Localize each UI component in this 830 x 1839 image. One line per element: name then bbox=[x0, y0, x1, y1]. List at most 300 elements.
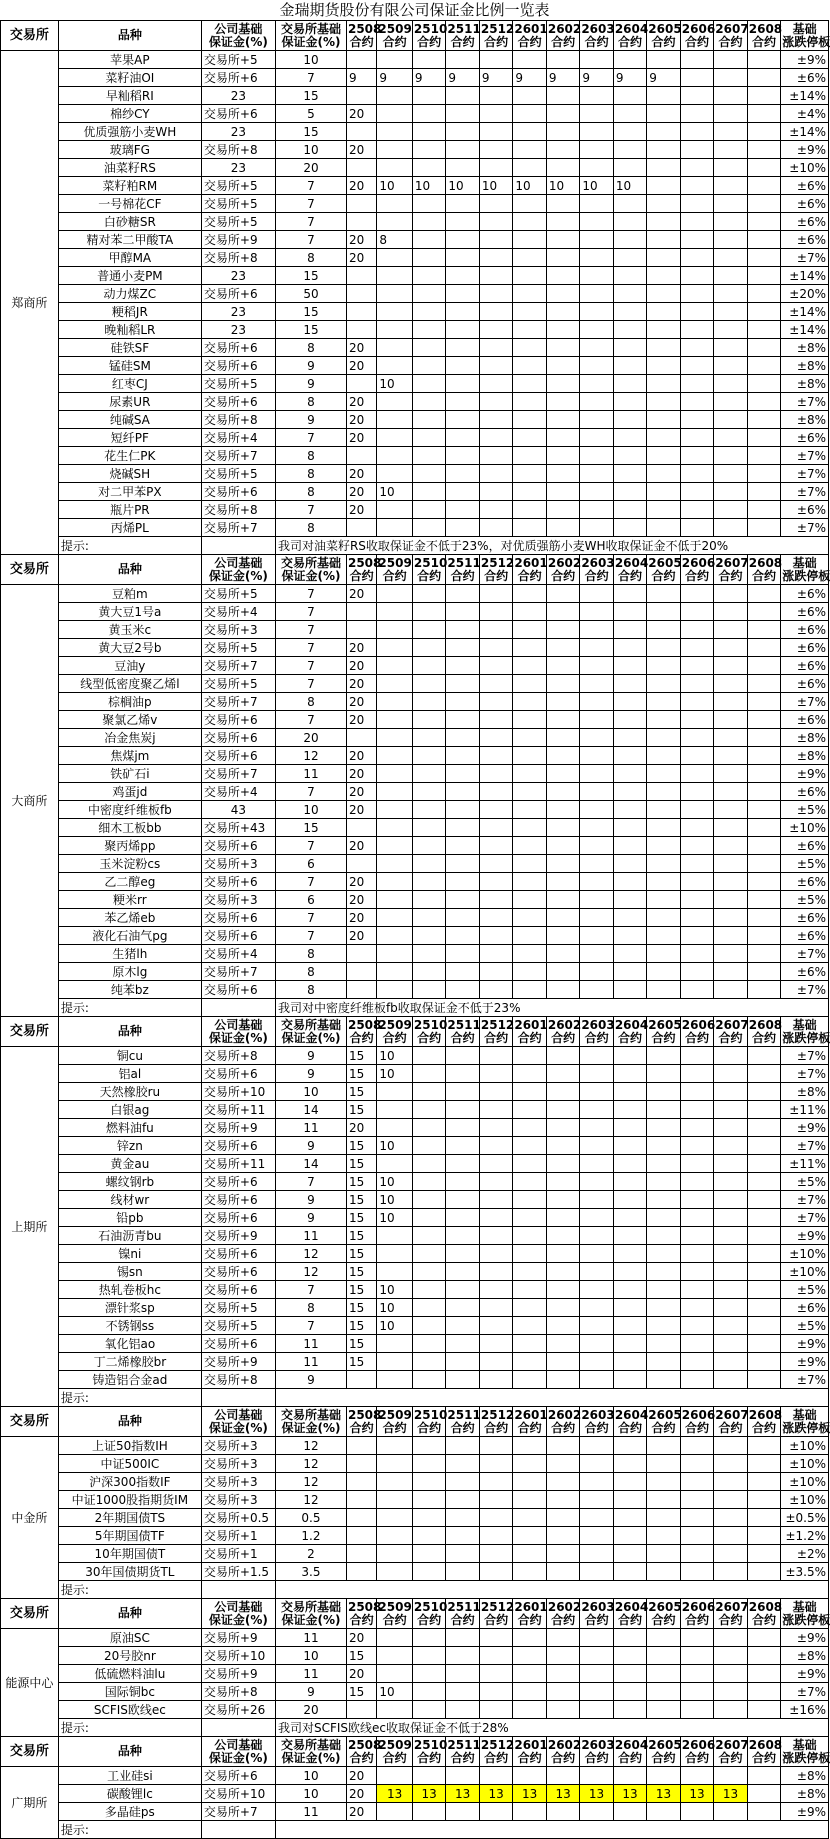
contract-margin bbox=[714, 519, 747, 537]
contract-margin bbox=[513, 321, 546, 339]
variety-name: 中证500IC bbox=[58, 1455, 201, 1473]
contract-margin bbox=[479, 105, 512, 123]
variety-name: 国际铜bc bbox=[58, 1683, 201, 1701]
contract-margin bbox=[613, 1545, 646, 1563]
contract-margin bbox=[412, 1173, 445, 1191]
contract-margin bbox=[412, 1299, 445, 1317]
header-exchange-margin: 交易所基础 保证金(%) bbox=[275, 1599, 346, 1629]
contract-margin bbox=[613, 855, 646, 873]
contract-margin bbox=[546, 1083, 579, 1101]
contract-margin bbox=[580, 375, 613, 393]
table-row bbox=[1, 1665, 829, 1683]
contract-margin bbox=[680, 87, 713, 105]
contract-margin bbox=[479, 411, 512, 429]
contract-margin bbox=[546, 1371, 579, 1389]
contract-margin bbox=[546, 51, 579, 69]
contract-margin bbox=[446, 447, 479, 465]
contract-margin bbox=[680, 1119, 713, 1137]
limit-value: ±20% bbox=[781, 285, 829, 303]
contract-margin bbox=[747, 411, 780, 429]
contract-margin bbox=[479, 585, 512, 603]
contract-margin bbox=[680, 69, 713, 87]
contract-margin bbox=[479, 1263, 512, 1281]
contract-margin bbox=[680, 603, 713, 621]
header-contract: 2601 合约 bbox=[514, 1017, 548, 1045]
contract-margin bbox=[647, 1545, 680, 1563]
contract-margin bbox=[647, 465, 680, 483]
table-row bbox=[1, 585, 829, 603]
contract-margin bbox=[412, 249, 445, 267]
contract-margin bbox=[479, 1137, 512, 1155]
contract-margin bbox=[714, 321, 747, 339]
contract-margin bbox=[446, 339, 479, 357]
company-margin: 交易所+5 bbox=[201, 213, 275, 231]
limit-value: ±7% bbox=[781, 1065, 829, 1083]
contract-margin bbox=[377, 1245, 413, 1263]
contract-margin bbox=[680, 105, 713, 123]
contract-margin bbox=[479, 231, 512, 249]
contract-margin bbox=[546, 1701, 579, 1719]
variety-name: 短纤PF bbox=[58, 429, 201, 447]
contract-margin bbox=[479, 873, 512, 891]
contract-margin bbox=[479, 783, 512, 801]
contract-margin bbox=[513, 621, 546, 639]
contract-margin bbox=[412, 393, 445, 411]
exchange-margin: 7 bbox=[275, 657, 346, 675]
table-row bbox=[1, 339, 829, 357]
exchange-margin: 15 bbox=[275, 321, 346, 339]
contract-margin bbox=[346, 981, 376, 999]
contract-margin bbox=[479, 639, 512, 657]
contract-margin bbox=[346, 1527, 376, 1545]
exchange-margin: 9 bbox=[275, 1137, 346, 1155]
company-margin: 交易所+3 bbox=[201, 1491, 275, 1509]
contract-margin bbox=[714, 1527, 747, 1545]
contract-margin bbox=[714, 1065, 747, 1083]
variety-name: 动力煤ZC bbox=[58, 285, 201, 303]
contract-margin: 20 bbox=[346, 585, 376, 603]
contract-margin bbox=[479, 1173, 512, 1191]
contract-margin bbox=[714, 1317, 747, 1335]
contract-margin bbox=[680, 375, 713, 393]
contract-margin bbox=[613, 1281, 646, 1299]
exchange-margin: 9 bbox=[275, 1209, 346, 1227]
header-contract: 2512 合约 bbox=[480, 1737, 515, 1765]
contract-margin bbox=[613, 1155, 646, 1173]
contract-margin bbox=[747, 465, 780, 483]
contract-margin bbox=[546, 963, 579, 981]
contract-margin bbox=[680, 1155, 713, 1173]
header-company-margin: 公司基础 保证金(%) bbox=[201, 1407, 275, 1437]
exchange-margin: 11 bbox=[275, 1119, 346, 1137]
contract-margin: 15 bbox=[346, 1683, 376, 1701]
header-contract: 2508 合约 bbox=[347, 1017, 382, 1045]
contract-margin bbox=[714, 1701, 747, 1719]
contract-margin bbox=[580, 267, 613, 285]
contract-margin bbox=[580, 141, 613, 159]
table-row bbox=[1, 1491, 829, 1509]
contract-margin bbox=[580, 519, 613, 537]
contract-margin bbox=[513, 1245, 546, 1263]
contract-margin bbox=[647, 1335, 680, 1353]
variety-name: 一号棉花CF bbox=[58, 195, 201, 213]
header-contract: 2604 合约 bbox=[614, 21, 649, 49]
contract-margin bbox=[680, 585, 713, 603]
header-contract: 2509 合约 bbox=[378, 21, 412, 49]
contract-margin bbox=[412, 1371, 445, 1389]
contract-margin bbox=[714, 231, 747, 249]
contract-margin bbox=[412, 657, 445, 675]
contract-margin bbox=[479, 303, 512, 321]
contract-margin bbox=[647, 639, 680, 657]
contract-margin bbox=[377, 711, 413, 729]
contract-margin bbox=[513, 1629, 546, 1647]
company-margin: 交易所+6 bbox=[201, 285, 275, 303]
variety-name: 上证50指数IH bbox=[58, 1437, 201, 1455]
contract-margin bbox=[714, 783, 747, 801]
contract-margin: 8 bbox=[377, 231, 413, 249]
margin-table bbox=[0, 20, 829, 1839]
contract-margin bbox=[446, 621, 479, 639]
exchange-margin: 12 bbox=[275, 1263, 346, 1281]
contract-margin bbox=[613, 621, 646, 639]
contract-margin bbox=[647, 1647, 680, 1665]
contract-margin bbox=[446, 837, 479, 855]
limit-value: ±8% bbox=[781, 1767, 829, 1785]
contract-margin bbox=[747, 603, 780, 621]
contract-margin bbox=[613, 303, 646, 321]
contract-margin bbox=[680, 159, 713, 177]
exchange-margin: 7 bbox=[275, 909, 346, 927]
exchange-margin: 11 bbox=[275, 1227, 346, 1245]
contract-margin bbox=[513, 141, 546, 159]
contract-margin bbox=[680, 819, 713, 837]
contract-margin bbox=[647, 1317, 680, 1335]
contract-margin bbox=[377, 1629, 413, 1647]
contract-margin bbox=[513, 1335, 546, 1353]
variety-name: 精对苯二甲酸TA bbox=[58, 231, 201, 249]
contract-margin bbox=[747, 981, 780, 999]
contract-margin bbox=[446, 1335, 479, 1353]
limit-value: ±6% bbox=[781, 69, 829, 87]
header-contract: 2605 合约 bbox=[648, 555, 682, 583]
contract-margin bbox=[747, 501, 780, 519]
contract-margin bbox=[412, 321, 445, 339]
header-contract: 2602 合约 bbox=[547, 1737, 582, 1765]
variety-name: 沪深300指数IF bbox=[58, 1473, 201, 1491]
contract-margin bbox=[613, 1263, 646, 1281]
table-row bbox=[1, 87, 829, 105]
contract-margin bbox=[714, 1245, 747, 1263]
limit-value: ±0.5% bbox=[781, 1509, 829, 1527]
contract-margin: 15 bbox=[346, 1317, 376, 1335]
company-margin: 交易所+8 bbox=[201, 411, 275, 429]
contract-margin bbox=[613, 1137, 646, 1155]
contract-margin bbox=[513, 1119, 546, 1137]
contract-margin bbox=[377, 1227, 413, 1245]
contract-margin bbox=[613, 195, 646, 213]
variety-name: 原木lg bbox=[58, 963, 201, 981]
contract-margin bbox=[747, 231, 780, 249]
contract-margin bbox=[580, 249, 613, 267]
header-exchange: 交易所 bbox=[1, 1407, 59, 1437]
table-row bbox=[1, 1371, 829, 1389]
contract-margin bbox=[647, 1683, 680, 1701]
header-company-margin: 公司基础 保证金(%) bbox=[201, 1599, 275, 1629]
table-row bbox=[1, 927, 829, 945]
variety-name: 粳米rr bbox=[58, 891, 201, 909]
contract-margin bbox=[479, 1101, 512, 1119]
limit-value: ±7% bbox=[781, 249, 829, 267]
contract-margin bbox=[714, 1545, 747, 1563]
contract-margin bbox=[479, 801, 512, 819]
header-contract: 2601 合约 bbox=[514, 1737, 548, 1765]
contract-margin bbox=[479, 855, 512, 873]
header-contract: 2606 合约 bbox=[681, 555, 716, 583]
header-row bbox=[1, 1737, 829, 1767]
contract-margin bbox=[714, 483, 747, 501]
contract-margin bbox=[647, 339, 680, 357]
contract-margin bbox=[580, 711, 613, 729]
contract-margin bbox=[747, 429, 780, 447]
tip-row bbox=[1, 1719, 829, 1737]
limit-value: ±6% bbox=[781, 639, 829, 657]
contract-margin bbox=[377, 213, 413, 231]
contract-margin bbox=[747, 855, 780, 873]
contract-margin bbox=[479, 1119, 512, 1137]
contract-margin bbox=[346, 1473, 376, 1491]
contract-margin bbox=[680, 1545, 713, 1563]
contract-margin bbox=[479, 1437, 512, 1455]
company-margin: 交易所+6 bbox=[201, 1245, 275, 1263]
contract-margin bbox=[714, 1281, 747, 1299]
contract-margin bbox=[714, 177, 747, 195]
contract-margin bbox=[546, 1455, 579, 1473]
contract-margin bbox=[747, 1155, 780, 1173]
contract-margin bbox=[412, 1473, 445, 1491]
table-row bbox=[1, 1629, 829, 1647]
exchange-margin: 14 bbox=[275, 1155, 346, 1173]
contract-margin: 15 bbox=[346, 1173, 376, 1191]
contract-margin bbox=[513, 1299, 546, 1317]
table-row bbox=[1, 1563, 829, 1581]
contract-margin bbox=[647, 87, 680, 105]
contract-margin bbox=[513, 1767, 546, 1785]
contract-margin bbox=[377, 357, 413, 375]
contract-margin bbox=[446, 1491, 479, 1509]
table-row bbox=[1, 603, 829, 621]
contract-margin bbox=[377, 945, 413, 963]
contract-margin bbox=[747, 1335, 780, 1353]
limit-value: ±6% bbox=[781, 873, 829, 891]
contract-margin bbox=[377, 909, 413, 927]
contract-margin bbox=[747, 159, 780, 177]
contract-margin bbox=[580, 411, 613, 429]
exchange-margin: 0.5 bbox=[275, 1509, 346, 1527]
contract-margin: 13 bbox=[479, 1785, 512, 1803]
contract-margin bbox=[546, 1437, 579, 1455]
limit-value: ±7% bbox=[781, 1683, 829, 1701]
contract-margin bbox=[580, 1335, 613, 1353]
contract-margin bbox=[546, 891, 579, 909]
contract-margin bbox=[446, 1065, 479, 1083]
contract-margin bbox=[479, 1155, 512, 1173]
contract-margin bbox=[446, 429, 479, 447]
contract-margin bbox=[613, 1083, 646, 1101]
header-contract: 2607 合约 bbox=[715, 1737, 749, 1765]
contract-margin bbox=[377, 393, 413, 411]
contract-margin bbox=[546, 483, 579, 501]
table-row bbox=[1, 729, 829, 747]
contract-margin bbox=[680, 747, 713, 765]
contract-margin bbox=[647, 1155, 680, 1173]
header-contract: 2603 合约 bbox=[581, 21, 615, 49]
tip-blank bbox=[201, 1389, 275, 1407]
contract-margin bbox=[680, 303, 713, 321]
variety-name: 锰硅SM bbox=[58, 357, 201, 375]
limit-value: ±6% bbox=[781, 501, 829, 519]
contract-margin bbox=[412, 1491, 445, 1509]
contract-margin bbox=[377, 411, 413, 429]
contract-margin bbox=[412, 105, 445, 123]
contract-margin bbox=[580, 693, 613, 711]
contract-margin bbox=[747, 1047, 780, 1065]
company-margin: 交易所+6 bbox=[201, 483, 275, 501]
contract-margin bbox=[546, 357, 579, 375]
contract-margin bbox=[479, 981, 512, 999]
contract-margin bbox=[580, 105, 613, 123]
contract-margin bbox=[513, 855, 546, 873]
contract-margin bbox=[446, 855, 479, 873]
contract-margin bbox=[479, 909, 512, 927]
table-row bbox=[1, 1455, 829, 1473]
company-margin: 23 bbox=[201, 321, 275, 339]
contract-margin bbox=[714, 1209, 747, 1227]
table-row bbox=[1, 873, 829, 891]
contract-margin bbox=[377, 873, 413, 891]
contract-margin bbox=[446, 1137, 479, 1155]
company-margin: 交易所+1 bbox=[201, 1545, 275, 1563]
contract-margin bbox=[680, 339, 713, 357]
header-contract: 2510 合约 bbox=[413, 1017, 448, 1045]
table-row bbox=[1, 1767, 829, 1785]
contract-margin bbox=[412, 1545, 445, 1563]
contract-margin bbox=[647, 357, 680, 375]
contract-margin bbox=[714, 729, 747, 747]
contract-margin bbox=[647, 123, 680, 141]
header-exchange-margin: 交易所基础 保证金(%) bbox=[275, 1407, 346, 1437]
exchange-margin: 8 bbox=[275, 693, 346, 711]
header-contract: 2509 合约 bbox=[378, 1599, 412, 1627]
contract-margin bbox=[346, 1545, 376, 1563]
contract-margin: 20 bbox=[346, 1767, 376, 1785]
exchange-margin: 8 bbox=[275, 945, 346, 963]
contract-margin bbox=[346, 321, 376, 339]
header-contract: 2509 合约 bbox=[378, 555, 412, 583]
contract-margin bbox=[377, 1455, 413, 1473]
contract-margin bbox=[546, 1209, 579, 1227]
exchange-margin: 15 bbox=[275, 819, 346, 837]
limit-value: ±4% bbox=[781, 105, 829, 123]
exchange-margin: 8 bbox=[275, 981, 346, 999]
contract-margin bbox=[446, 1371, 479, 1389]
variety-name: 早籼稻RI bbox=[58, 87, 201, 105]
limit-value: ±5% bbox=[781, 1317, 829, 1335]
contract-margin bbox=[680, 357, 713, 375]
contract-margin bbox=[513, 267, 546, 285]
contract-margin bbox=[714, 465, 747, 483]
contract-margin bbox=[680, 411, 713, 429]
header-contract: 2511 合约 bbox=[447, 1599, 481, 1627]
exchange-margin: 1.2 bbox=[275, 1527, 346, 1545]
contract-margin bbox=[714, 51, 747, 69]
contract-margin bbox=[412, 1527, 445, 1545]
company-margin: 交易所+6 bbox=[201, 1335, 275, 1353]
contract-margin bbox=[513, 249, 546, 267]
contract-margin bbox=[613, 837, 646, 855]
contract-margin bbox=[546, 783, 579, 801]
company-margin: 交易所+26 bbox=[201, 1701, 275, 1719]
contract-margin bbox=[546, 927, 579, 945]
contract-margin bbox=[446, 1155, 479, 1173]
contract-margin bbox=[580, 1563, 613, 1581]
table-row bbox=[1, 213, 829, 231]
contract-margin bbox=[513, 1047, 546, 1065]
contract-margin bbox=[346, 819, 376, 837]
contract-margin bbox=[412, 1683, 445, 1701]
contract-margin bbox=[580, 1629, 613, 1647]
company-margin: 交易所+8 bbox=[201, 249, 275, 267]
contract-margin bbox=[377, 159, 413, 177]
contract-margin bbox=[747, 1191, 780, 1209]
contract-margin: 15 bbox=[346, 1083, 376, 1101]
contract-margin bbox=[747, 303, 780, 321]
contract-margin bbox=[714, 765, 747, 783]
contract-margin bbox=[446, 909, 479, 927]
contract-margin bbox=[479, 1083, 512, 1101]
contract-margin bbox=[479, 711, 512, 729]
company-margin: 交易所+10 bbox=[201, 1647, 275, 1665]
contract-margin bbox=[546, 429, 579, 447]
contract-margin bbox=[377, 1101, 413, 1119]
contract-margin: 15 bbox=[346, 1335, 376, 1353]
contract-margin bbox=[747, 1083, 780, 1101]
table-row bbox=[1, 321, 829, 339]
company-margin: 交易所+7 bbox=[201, 1803, 275, 1821]
contract-margin bbox=[446, 1245, 479, 1263]
contract-margin bbox=[446, 501, 479, 519]
contract-margin bbox=[412, 765, 445, 783]
variety-name: 玻璃FG bbox=[58, 141, 201, 159]
contract-margin bbox=[412, 801, 445, 819]
contract-margin bbox=[446, 213, 479, 231]
contract-margin bbox=[580, 1173, 613, 1191]
contract-margin bbox=[747, 1629, 780, 1647]
contract-margin: 13 bbox=[613, 1785, 646, 1803]
contract-margin bbox=[377, 303, 413, 321]
exchange-margin: 11 bbox=[275, 1803, 346, 1821]
contract-margin bbox=[647, 603, 680, 621]
contract-margin: 10 bbox=[377, 1683, 413, 1701]
contract-margin: 15 bbox=[346, 1155, 376, 1173]
contract-margin bbox=[446, 783, 479, 801]
contract-margin bbox=[647, 1563, 680, 1581]
exchange-margin: 8 bbox=[275, 1299, 346, 1317]
contract-margin bbox=[479, 1191, 512, 1209]
limit-value: ±5% bbox=[781, 891, 829, 909]
contract-margin bbox=[412, 873, 445, 891]
contract-margin bbox=[580, 1491, 613, 1509]
